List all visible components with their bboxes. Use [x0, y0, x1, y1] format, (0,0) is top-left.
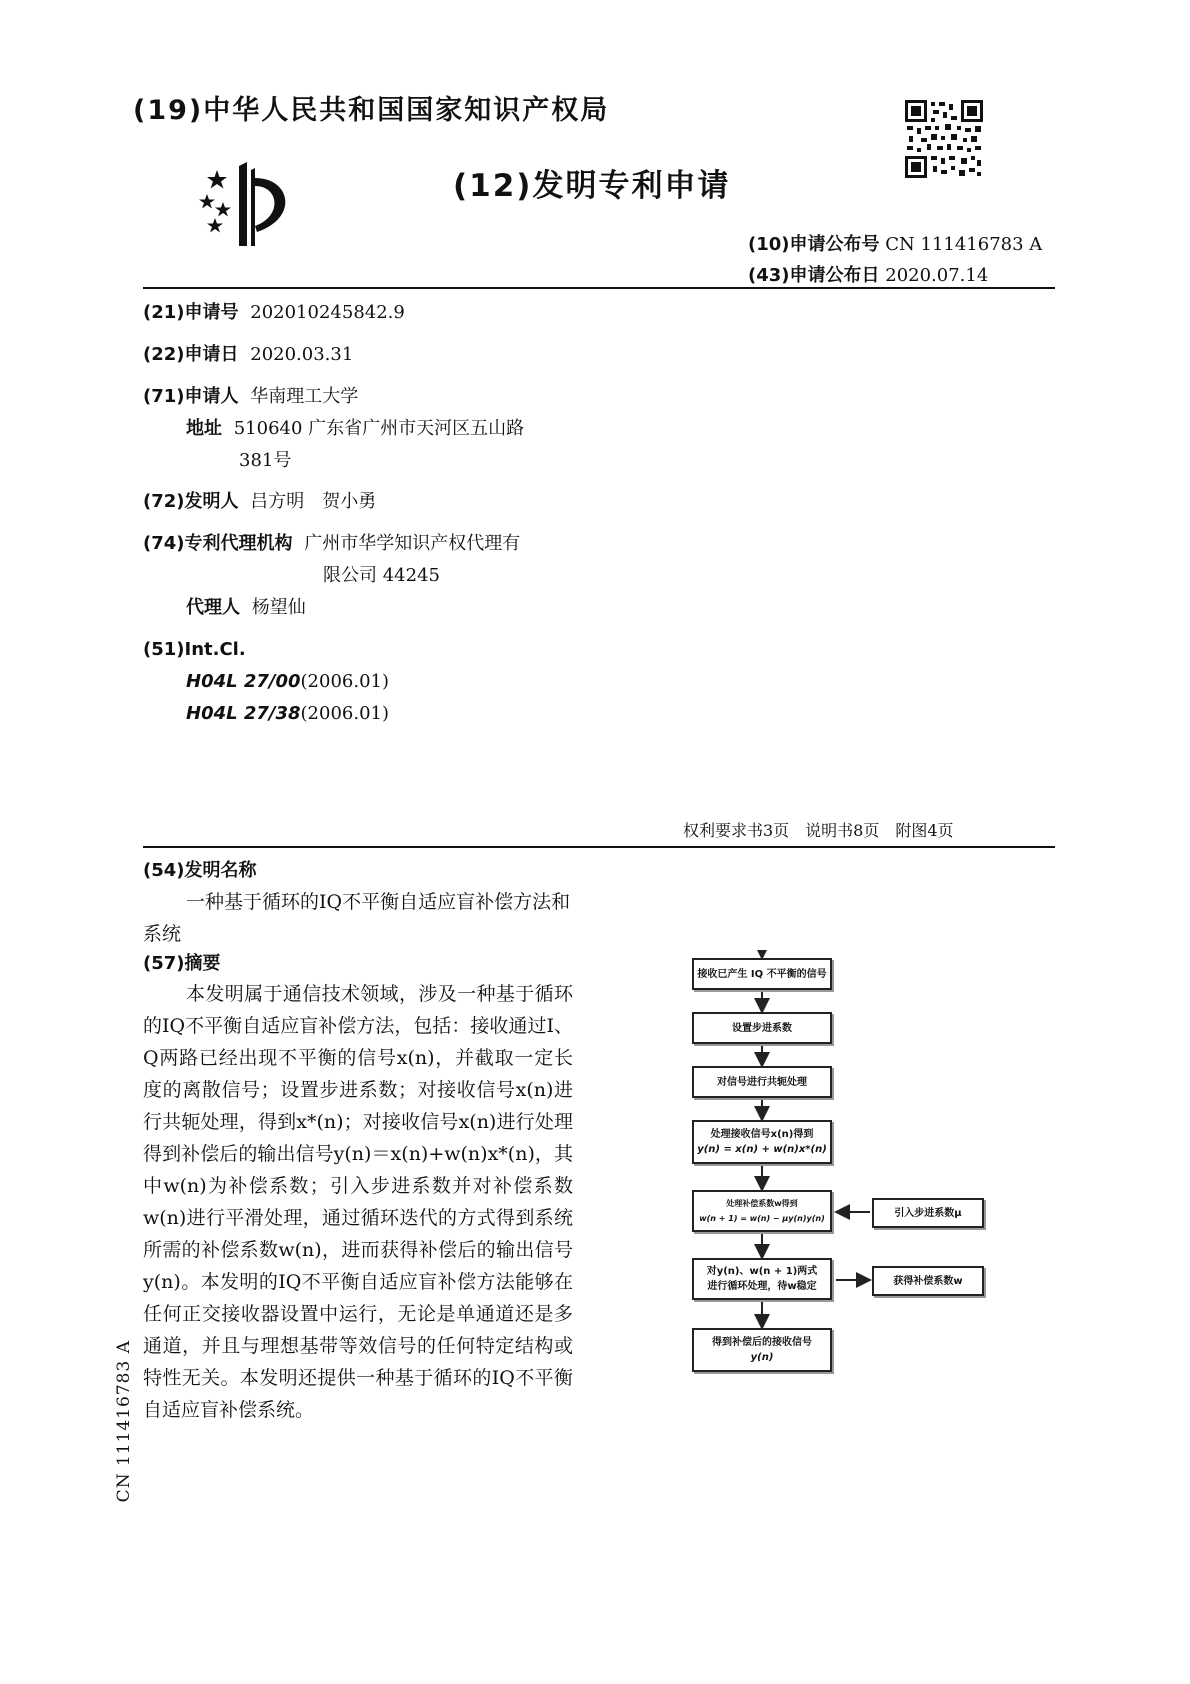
flow-step-iterate: [692, 1258, 832, 1300]
flow-step-set-step-coefficient: [692, 1012, 832, 1044]
title-label: (54)发明名称: [143, 860, 257, 881]
applicant-label: (71)申请人: [143, 386, 239, 407]
publication-number-row: [748, 230, 1042, 256]
flow-step-process-signal: [692, 1120, 832, 1164]
publication-date-row: [748, 261, 988, 287]
document-type: (12)发明专利申请: [453, 168, 731, 204]
flow-step-receive-label: 接收已产生 IQ 不平衡的信号: [697, 968, 827, 980]
ipc-version-2: (2006.01): [300, 703, 390, 724]
application-number-row: [143, 297, 405, 329]
flow-step-conjugate-label: 对信号进行共轭处理: [717, 1076, 807, 1088]
title-label-row: [143, 855, 257, 887]
flow-step-iterate-line1: 对y(n)、w(n + 1)两式: [706, 1266, 818, 1277]
applicant: 华南理工大学: [250, 386, 359, 407]
flow-side-introduce-step: [872, 1198, 984, 1228]
inventors: 吕方明 贺小勇: [250, 491, 377, 512]
abstract-label: (57)摘要: [143, 953, 221, 974]
agent-label: 代理人: [186, 597, 240, 618]
flow-step-set-step-coefficient-label: 设置步进系数: [732, 1022, 792, 1034]
office-name: (19)中华人民共和国国家知识产权局: [133, 95, 610, 126]
inventors-row: [143, 486, 376, 518]
publication-date: 2020.07.14: [885, 265, 989, 286]
application-date-row: [143, 339, 353, 371]
inventors-label: (72)发明人: [143, 491, 239, 512]
publication-date-label: (43)申请公布日: [748, 265, 880, 286]
address-line-1: 510640 广东省广州市天河区五山路: [233, 418, 525, 439]
abstract-label-row: [143, 948, 221, 980]
ipc-code-2: H04L 27/38: [186, 703, 301, 724]
flow-step-update-coefficient-line2: w(n + 1) = w(n) − μy(n)y(n): [699, 1214, 825, 1223]
ipc-row-2: [186, 698, 389, 730]
intcl-label: (51)Int.Cl.: [143, 639, 246, 660]
invention-title: 一种基于循环的IQ不平衡自适应盲补偿方法和系统: [143, 891, 571, 945]
side-publication-number: CN 111416783 A: [114, 1340, 134, 1503]
agency-label: (74)专利代理机构: [143, 533, 293, 554]
section-divider: [143, 846, 1055, 848]
flow-step-iterate-line2: 进行循环处理，待w稳定: [707, 1281, 817, 1292]
flow-step-receive: [692, 958, 832, 990]
flow-side-introduce-step-label: 引入步进系数μ: [894, 1207, 962, 1219]
applicant-row: [143, 381, 358, 413]
publication-number-label: (10)申请公布号: [748, 234, 880, 255]
application-number-label: (21)申请号: [143, 302, 239, 323]
abstract-text: 本发明属于通信技术领域，涉及一种基于循环的IQ不平衡自适应盲补偿方法，包括：接收通过I、Q两路已经出现不平衡的信号x(n)，并截取一定长度的离散信号；设置步进系数；对接收信号x(n)进行共轭处理，得到x*(n)；对接收信号x(n)进行处理得到补偿后的输出信号y(n)＝x(n)+w(n)x*(n)，其中w(n)为补偿系数；引入步进系数并对补偿系数w(n)进行平滑处理，通过循环迭代的方式得到系统所需的补偿系数w(n)，进而获得补偿后的输出信号y(n)。本发明的IQ不平衡自适应盲补偿方法能够在任何正交接收器设置中运行，无论是单通道还是多通道，并且与理想基带等效信号的任何特定结构或特性无关。本发明还提供一种基于循环的IQ不平衡自适应盲补偿系统。: [143, 983, 573, 1421]
agency-row: [143, 528, 520, 560]
ipc-version-1: (2006.01): [300, 671, 390, 692]
agency-line-1: 广州市华学知识产权代理有: [304, 533, 521, 554]
flow-side-obtain-coefficient: [872, 1266, 984, 1296]
address-label: 地址: [186, 418, 222, 439]
publication-number: CN 111416783 A: [885, 234, 1043, 255]
cnipa-logo: [195, 160, 305, 248]
flow-step-process-signal-line2: y(n) = x(n) + w(n)x*(n): [697, 1144, 827, 1155]
qr-code: [905, 100, 983, 178]
address-row: [186, 413, 524, 445]
flow-step-output-line2: y(n): [750, 1352, 774, 1363]
ipc-row-1: [186, 666, 389, 698]
flow-step-update-coefficient: [692, 1190, 832, 1232]
page-counts: 权利要求书3页 说明书8页 附图4页: [683, 821, 954, 840]
flow-step-update-coefficient-line1: 处理补偿系数w得到: [726, 1199, 798, 1208]
application-number: 202010245842.9: [250, 302, 405, 323]
flow-step-conjugate: [692, 1066, 832, 1098]
agency-line-2: 限公司 44245: [323, 565, 440, 586]
header-divider: [143, 287, 1055, 289]
flow-side-obtain-coefficient-label: 获得补偿系数w: [893, 1275, 963, 1287]
application-date: 2020.03.31: [250, 344, 354, 365]
address-line-2: 381号: [239, 450, 292, 471]
agent: 杨望仙: [251, 597, 306, 618]
flow-step-process-signal-line1: 处理接收信号x(n)得到: [710, 1129, 814, 1140]
ipc-code-1: H04L 27/00: [186, 671, 301, 692]
flow-step-output-line1: 得到补偿后的接收信号: [712, 1337, 812, 1348]
agent-row: [186, 592, 306, 624]
application-date-label: (22)申请日: [143, 344, 239, 365]
flow-step-output: [692, 1328, 832, 1372]
